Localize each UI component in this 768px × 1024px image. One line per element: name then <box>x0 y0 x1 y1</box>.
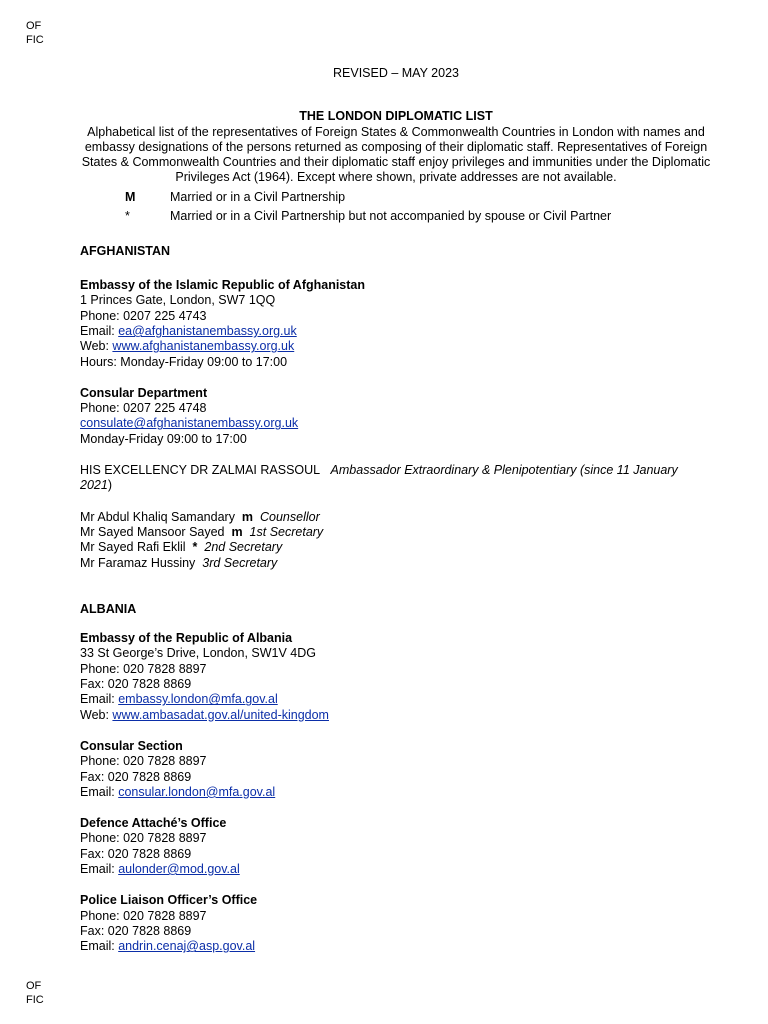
header-fragment-line: OF <box>26 20 42 32</box>
ambassador-role: Ambassador Extraordinary & Plenipotentiary (since 11 January <box>330 463 678 478</box>
police-office-name: Police Liaison Officer’s Office <box>80 893 258 908</box>
footer-fragment-line: OF <box>26 980 42 992</box>
header-fragment-line: FIC <box>26 34 44 46</box>
embassy-web-row <box>80 708 712 723</box>
consular-email-row <box>80 416 712 431</box>
country-heading-afghanistan: AFGHANISTAN <box>80 243 171 258</box>
embassy-web-row <box>80 339 712 354</box>
albania-defence-block <box>80 816 712 877</box>
ambassador-name: HIS EXCELLENCY DR ZALMAI RASSOUL <box>80 463 321 478</box>
staff-role: 2nd Secretary <box>204 540 283 555</box>
embassy-hours: Hours: Monday-Friday 09:00 to 17:00 <box>80 354 288 369</box>
embassy-email-link[interactable]: embassy.london@mfa.gov.al <box>118 692 278 707</box>
consular-phone: Phone: 020 7828 8897 <box>80 754 207 769</box>
staff-name: Mr Sayed Rafi Eklil <box>80 540 186 555</box>
ambassador-role-year: 2021 <box>80 478 108 493</box>
email-label: Email: <box>80 323 119 338</box>
police-email-row <box>80 939 712 954</box>
ambassador-role-close: ) <box>107 478 112 493</box>
afghanistan-staff-list <box>80 510 712 571</box>
legend-text: Married or in a Civil Partnership but not accompanied by spouse or Civil Partner <box>170 208 612 223</box>
consular-name: Consular Department <box>80 385 208 400</box>
staff-row <box>80 510 712 525</box>
staff-role: Counsellor <box>259 509 320 524</box>
legend-symbol: M <box>125 189 136 204</box>
police-fax: Fax: 020 7828 8869 <box>80 923 192 938</box>
embassy-email-row <box>80 692 712 707</box>
email-label: Email: <box>80 784 119 799</box>
staff-row <box>80 540 712 555</box>
staff-mark: m <box>231 524 243 539</box>
legend-text: Married or in a Civil Partnership <box>170 189 346 204</box>
header-fragment <box>26 19 46 47</box>
staff-name: Mr Faramaz Hussiny <box>80 555 196 570</box>
albania-embassy-block <box>80 631 712 723</box>
staff-row <box>80 525 712 540</box>
staff-mark: m <box>241 509 254 524</box>
embassy-email-row <box>80 324 712 339</box>
email-label: Email: <box>80 939 119 954</box>
revised-date: REVISED – MAY 2023 <box>333 66 459 80</box>
defence-phone: Phone: 020 7828 8897 <box>80 831 207 846</box>
email-label: Email: <box>80 861 119 876</box>
albania-police-block <box>80 893 712 954</box>
defence-office-name: Defence Attaché’s Office <box>80 816 227 831</box>
legend-row-married <box>125 188 712 207</box>
staff-name: Mr Sayed Mansoor Sayed <box>80 524 225 539</box>
email-label: Email: <box>80 692 119 707</box>
consular-fax: Fax: 020 7828 8869 <box>80 769 192 784</box>
embassy-name: Embassy of the Republic of Albania <box>80 631 293 646</box>
consular-phone: Phone: 0207 225 4748 <box>80 401 207 416</box>
legend-symbol: * <box>125 208 130 223</box>
consular-name: Consular Section <box>80 738 183 753</box>
document-title: THE LONDON DIPLOMATIC LIST <box>299 109 493 124</box>
police-phone: Phone: 020 7828 8897 <box>80 908 207 923</box>
staff-row <box>80 556 712 571</box>
staff-role: 1st Secretary <box>249 524 324 539</box>
staff-role: 3rd Secretary <box>202 555 278 570</box>
consular-email-link[interactable]: consular.london@mfa.gov.al <box>118 784 276 799</box>
afghanistan-consular-block <box>80 386 712 447</box>
web-label: Web: <box>80 339 113 354</box>
embassy-phone: Phone: 020 7828 8897 <box>80 661 207 676</box>
footer-fragment <box>26 979 46 1007</box>
document-page <box>80 60 712 970</box>
consular-email-row <box>80 785 712 800</box>
defence-email-link[interactable]: aulonder@mod.gov.al <box>118 861 240 876</box>
consular-hours: Monday-Friday 09:00 to 17:00 <box>80 431 247 446</box>
embassy-phone: Phone: 0207 225 4743 <box>80 308 207 323</box>
staff-name: Mr Abdul Khaliq Samandary <box>80 509 235 524</box>
embassy-address: 1 Princes Gate, London, SW7 1QQ <box>80 293 276 308</box>
embassy-address: 33 St George’s Drive, London, SW1V 4DG <box>80 646 316 661</box>
embassy-name: Embassy of the Islamic Republic of Afghanistan <box>80 278 366 293</box>
consular-email-link[interactable]: consulate@afghanistanembassy.org.uk <box>80 416 299 431</box>
footer-fragment-line: FIC <box>26 994 44 1006</box>
embassy-fax: Fax: 020 7828 8869 <box>80 677 192 692</box>
defence-email-row <box>80 862 712 877</box>
intro-paragraph: Alphabetical list of the representatives of Foreign States & Commonwealth Countries in London with names and embassy designations of the persons returned as composing of their diplomatic staff. Representatives of Foreign States & Commonwealth Countries and their diplomatic staff enjoy privileges and immunities under the Diplomatic Privileges Act (1964). Except where shown, private addresses are not available. <box>81 124 711 185</box>
legend-row-unaccompanied <box>125 207 712 226</box>
afghanistan-embassy-block <box>80 278 712 370</box>
embassy-email-link[interactable]: ea@afghanistanembassy.org.uk <box>118 323 297 338</box>
embassy-web-link[interactable]: www.afghanistanembassy.org.uk <box>112 339 295 354</box>
defence-fax: Fax: 020 7828 8869 <box>80 846 192 861</box>
albania-consular-block <box>80 739 712 800</box>
country-heading-albania: ALBANIA <box>80 601 137 616</box>
legend <box>80 188 712 226</box>
staff-mark: * <box>192 540 198 555</box>
embassy-web-link[interactable]: www.ambasadat.gov.al/united-kingdom <box>112 707 329 722</box>
web-label: Web: <box>80 707 113 722</box>
ambassador-entry <box>80 463 712 494</box>
police-email-link[interactable]: andrin.cenaj@asp.gov.al <box>118 939 256 954</box>
